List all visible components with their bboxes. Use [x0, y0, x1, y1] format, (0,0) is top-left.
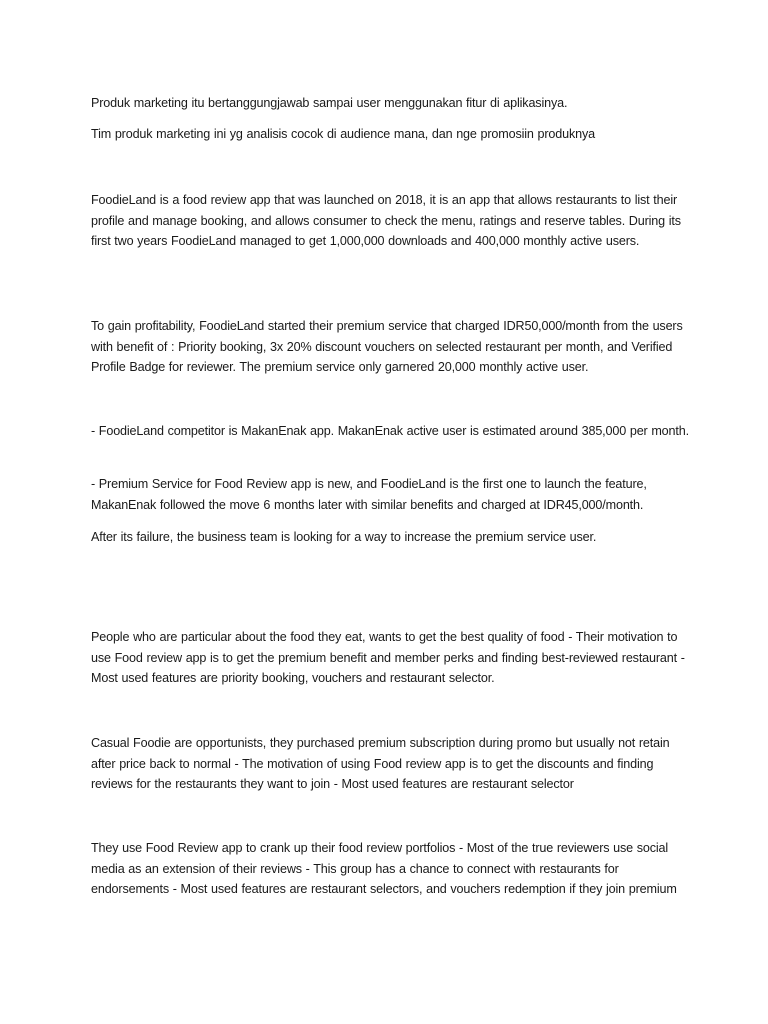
paragraph-persona-reviewers: They use Food Review app to crank up their food review portfolios - Most of the true reviewers use social media as an extension of their reviews - This group has a chance to connect with restaurants for endorsements - Most used features are restaurant selectors, and vouchers redemption if they join premium — [91, 841, 677, 896]
paragraph-premium-service: - Premium Service for Food Review app is new, and FoodieLand is the first one to launch the feature, MakanEnak followed the move 6 months later with similar benefits and charged at IDR45,000/month. — [91, 477, 647, 512]
paragraph-profitability: To gain profitability, FoodieLand started their premium service that charged IDR50,000/month from the users with benefit of : Priority booking, 3x 20% discount vouchers on selected restaurant per month, and Verified Profile Badge for reviewer. The premium service only garnered 20,000 monthly active user. — [91, 319, 683, 374]
paragraph-persona-particular: People who are particular about the food they eat, wants to get the best quality of food - Their motivation to use Food review app is to get the premium benefit and member perks and finding best-reviewed restaurant - Most used features are priority booking, vouchers and restaurant selector. — [91, 630, 685, 685]
paragraph-competitor: - FoodieLand competitor is MakanEnak app. MakanEnak active user is estimated around 385,000 per month. — [91, 424, 689, 438]
paragraph-produk-marketing: Produk marketing itu bertanggungjawab sampai user menggunakan fitur di aplikasinya. — [91, 96, 568, 110]
paragraph-persona-casual-foodie: Casual Foodie are opportunists, they purchased premium subscription during promo but usually not retain after price back to normal - The motivation of using Food review app is to get the discounts and finding reviews for the restaurants they want to join - Most used features are restaurant selector — [91, 736, 670, 791]
paragraph-tim-produk: Tim produk marketing ini yg analisis cocok di audience mana, dan nge promosiin produknya — [91, 127, 595, 141]
paragraph-foodieland-intro: FoodieLand is a food review app that was launched on 2018, it is an app that allows restaurants to list their profile and manage booking, and allows consumer to check the menu, ratings and reserve tables. During its first two years FoodieLand managed to get 1,000,000 downloads and 400,000 monthly active users. — [91, 193, 681, 248]
paragraph-after-failure: After its failure, the business team is looking for a way to increase the premium service user. — [91, 530, 597, 544]
